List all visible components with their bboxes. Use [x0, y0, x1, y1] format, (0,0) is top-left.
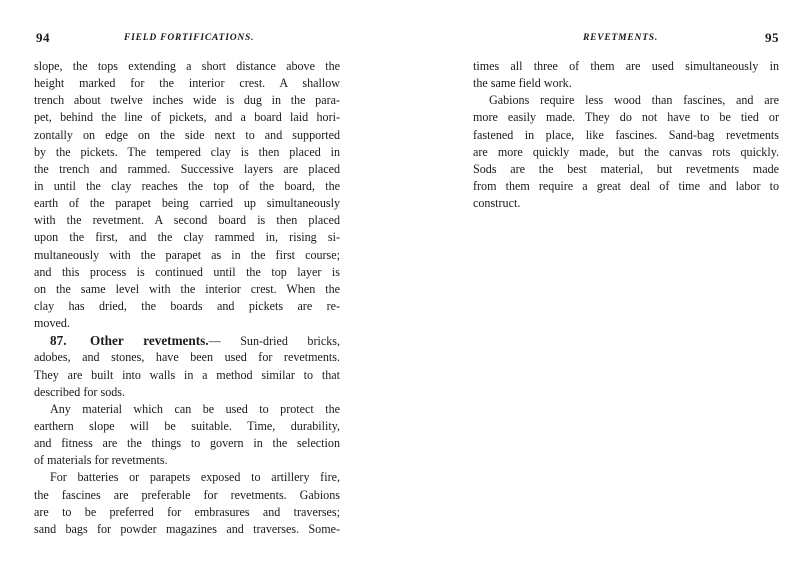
text-line: more easily made. They do not have to be tied or	[473, 110, 779, 125]
text-line: slope, the tops extending a short distance above the	[34, 59, 340, 73]
left-page-body	[34, 58, 340, 538]
page-number: 94	[36, 30, 50, 45]
text-line: moved.	[34, 316, 70, 331]
text-line: are more quickly made, but the canvas rots quickly.	[473, 144, 779, 159]
text-line: with the revetment. A second board is then placed	[34, 213, 340, 228]
text-line: multaneously with the parapet as in the first course;	[34, 247, 340, 262]
right-page-header	[471, 30, 779, 48]
text-line: — Sun-dried bricks,	[208, 334, 340, 349]
text-line: earth of the parapet being carried up simultaneously	[34, 196, 340, 211]
text-line: fastened in place, like fascines. Sand-bag revetments	[473, 127, 779, 142]
running-head: REVETMENTS.	[583, 33, 659, 43]
text-line: in until the clay reaches the top of the board, the	[34, 178, 340, 193]
text-line: upon the first, and the clay rammed in, rising si-	[34, 230, 340, 245]
text-line: Any material which can be used to protect the	[50, 401, 340, 416]
text-line: and fitness are the things to govern in the selection	[34, 436, 340, 451]
text-line: construct.	[473, 196, 521, 211]
text-line: the fascines are preferable for revetments. Gabions	[34, 487, 340, 502]
section-heading-line	[34, 332, 340, 349]
text-line: zontally on edge on the side next to and supported	[34, 127, 340, 142]
text-line: times all three of them are used simultaneously in	[473, 59, 779, 73]
text-line: sand bags for powder magazines and traverses. Some-	[34, 521, 340, 536]
text-line: described for sods.	[34, 384, 126, 399]
text-line: the trench and rammed. Successive layers are placed	[34, 161, 340, 176]
text-line: For batteries or parapets exposed to artillery fire,	[50, 470, 340, 485]
page-number: 95	[765, 30, 779, 45]
running-head: FIELD FORTIFICATIONS.	[124, 33, 255, 43]
text-line: and this process is continued until the top layer is	[34, 264, 340, 279]
text-line: are to be preferred for embrasures and traverses;	[34, 504, 340, 519]
text-line: pet, behind the line of pickets, and a board laid hori-	[34, 110, 340, 125]
text-line: of materials for revetments.	[34, 453, 168, 468]
text-line: Sods are the best material, but revetments made	[473, 161, 779, 176]
text-line: from them require a great deal of time and labor to	[473, 178, 779, 193]
right-page	[405, 0, 810, 584]
text-line: on the same level with the interior crest. When the	[34, 281, 340, 296]
text-line: They are built into walls in a method similar to that	[34, 367, 340, 382]
text-line: by the pickets. The tempered clay is then placed in	[34, 144, 340, 159]
text-line: height marked for the interior crest. A shallow	[34, 76, 340, 91]
left-page-header	[36, 30, 342, 48]
text-line: trench about twelve inches wide is dug in the para-	[34, 93, 340, 108]
section-number: 87.	[50, 333, 67, 349]
text-line: adobes, and stones, have been used for revetments.	[34, 350, 340, 365]
text-line: clay has dried, the boards and pickets are re-	[34, 298, 340, 313]
left-page	[0, 0, 400, 584]
text-line: Gabions require less wood than fascines, and are	[489, 93, 779, 108]
text-line: the same field work.	[473, 76, 572, 91]
section-title: Other revetments.	[90, 333, 209, 349]
right-page-body	[473, 58, 779, 212]
text-line: earthern slope will be suitable. Time, durability,	[34, 418, 340, 433]
